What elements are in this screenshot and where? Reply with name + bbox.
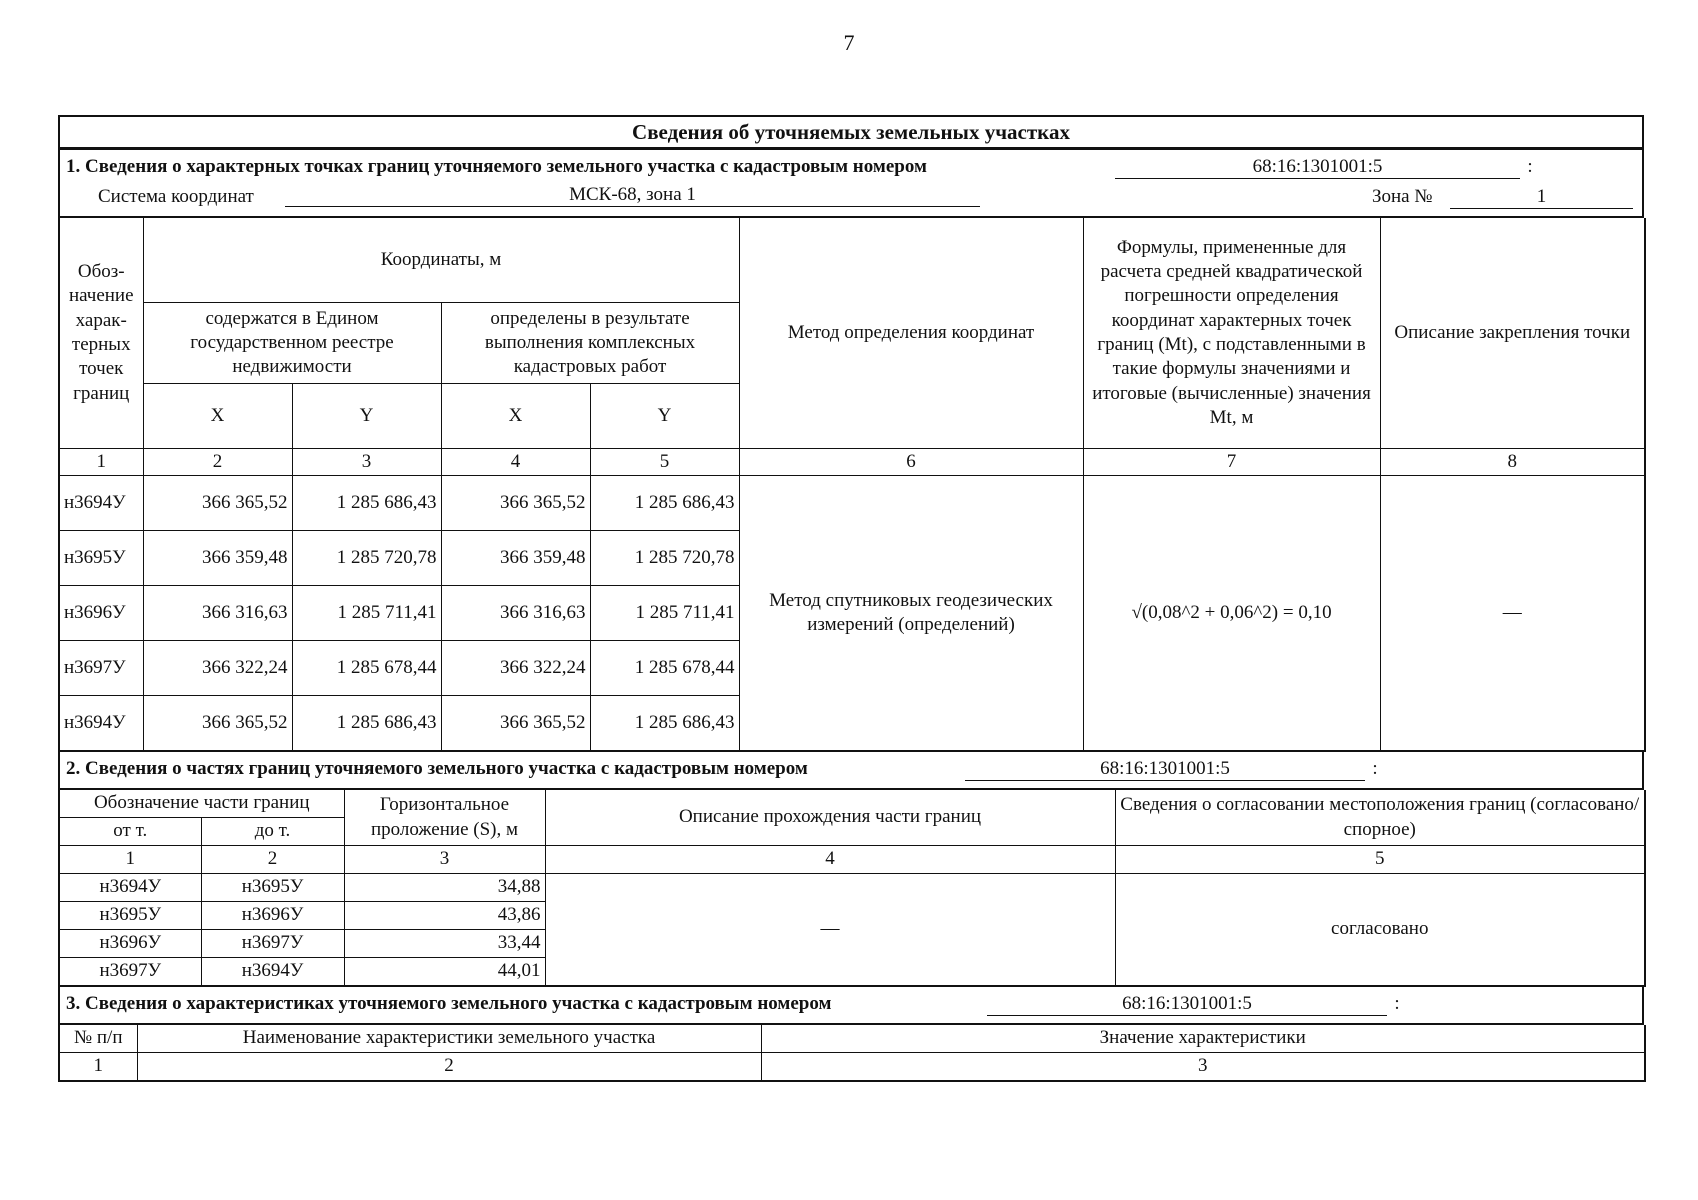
y-complex-value: 1 285 686,43 xyxy=(590,476,739,531)
column-number: 4 xyxy=(441,449,590,476)
header-horizontal: Горизонтальное проложение (S), м xyxy=(344,790,545,846)
to-point: н3697У xyxy=(201,930,344,958)
x-egrn-value: 366 359,48 xyxy=(143,531,292,586)
header-egrn: содержатся в Едином государственном реестре недвижимости xyxy=(143,303,441,384)
x-egrn-value: 366 322,24 xyxy=(143,641,292,696)
column-number: 5 xyxy=(1115,846,1645,874)
header-y-complex: Y xyxy=(590,384,739,449)
column-number: 8 xyxy=(1380,449,1645,476)
y-complex-value: 1 285 686,43 xyxy=(590,696,739,752)
formula-value: √(0,08^2 + 0,06^2) = 0,10 xyxy=(1083,476,1380,752)
column-number: 6 xyxy=(739,449,1083,476)
x-egrn-value: 366 365,52 xyxy=(143,476,292,531)
passage-value: — xyxy=(545,874,1115,987)
x-egrn-value: 366 316,63 xyxy=(143,586,292,641)
column-number: 4 xyxy=(545,846,1115,874)
y-egrn-value: 1 285 686,43 xyxy=(292,696,441,752)
table-row xyxy=(59,476,1645,531)
column-number: 7 xyxy=(1083,449,1380,476)
column-number: 3 xyxy=(344,846,545,874)
from-point: н3695У xyxy=(59,902,201,930)
from-point: н3696У xyxy=(59,930,201,958)
y-complex-value: 1 285 720,78 xyxy=(590,531,739,586)
y-egrn-value: 1 285 720,78 xyxy=(292,531,441,586)
horizontal-value: 33,44 xyxy=(344,930,545,958)
section3-characteristics-table xyxy=(58,1025,1646,1082)
coord-system-label: Система координат xyxy=(98,186,254,207)
y-egrn-value: 1 285 711,41 xyxy=(292,586,441,641)
column-number: 2 xyxy=(201,846,344,874)
point-name: н3694У xyxy=(59,476,143,531)
header-passage: Описание прохождения части границ xyxy=(545,790,1115,846)
header-x-egrn: X xyxy=(143,384,292,449)
point-name: н3697У xyxy=(59,641,143,696)
header-method: Метод определения координат xyxy=(739,218,1083,449)
page-number: 7 xyxy=(843,30,855,55)
to-point: н3696У xyxy=(201,902,344,930)
column-number: 2 xyxy=(137,1053,761,1082)
section2-borders-table xyxy=(58,790,1646,987)
horizontal-value: 43,86 xyxy=(344,902,545,930)
column-number: 1 xyxy=(59,449,143,476)
title-table xyxy=(58,115,1644,150)
section1-colon: : xyxy=(1527,156,1533,177)
column-number: 3 xyxy=(292,449,441,476)
y-egrn-value: 1 285 678,44 xyxy=(292,641,441,696)
header-to: до т. xyxy=(201,818,344,846)
header-part-designation: Обозначение части границ xyxy=(59,790,344,818)
agreement-value: согласовано xyxy=(1115,874,1645,987)
section3-colon: : xyxy=(1394,993,1400,1014)
header-description: Описание закрепления точки xyxy=(1380,218,1645,449)
section3-cadastral-number: 68:16:1301001:5 xyxy=(987,993,1387,1016)
x-complex-value: 366 365,52 xyxy=(441,696,590,752)
point-name: н3695У xyxy=(59,531,143,586)
section3-heading: 3. Сведения о характеристиках уточняемого земельного участка с кадастровым номером xyxy=(66,993,832,1014)
table-row xyxy=(59,874,1645,902)
header-designation: Обоз-начение харак-терных точек границ xyxy=(59,218,143,449)
column-number: 3 xyxy=(761,1053,1645,1082)
section3-header xyxy=(58,987,1644,1025)
header-no: № п/п xyxy=(59,1025,137,1053)
header-complex: определены в результате выполнения комплексных кадастровых работ xyxy=(441,303,739,384)
header-from: от т. xyxy=(59,818,201,846)
header-name: Наименование характеристики земельного участка xyxy=(137,1025,761,1053)
horizontal-value: 34,88 xyxy=(344,874,545,902)
section2-colon: : xyxy=(1372,758,1378,779)
header-value: Значение характеристики xyxy=(761,1025,1645,1053)
y-egrn-value: 1 285 686,43 xyxy=(292,476,441,531)
document-form xyxy=(58,115,1644,1082)
coord-system-value: МСК-68, зона 1 xyxy=(285,184,980,207)
x-complex-value: 366 322,24 xyxy=(441,641,590,696)
to-point: н3694У xyxy=(201,958,344,987)
to-point: н3695У xyxy=(201,874,344,902)
section1-heading: 1. Сведения о характерных точках границ уточняемого земельного участка с кадастровым номером xyxy=(66,156,927,177)
document-title: Сведения об уточняемых земельных участках xyxy=(59,116,1643,149)
section2-header xyxy=(58,752,1644,790)
x-egrn-value: 366 365,52 xyxy=(143,696,292,752)
header-x-complex: X xyxy=(441,384,590,449)
header-y-egrn: Y xyxy=(292,384,441,449)
x-complex-value: 366 359,48 xyxy=(441,531,590,586)
column-number: 1 xyxy=(59,1053,137,1082)
section1-header xyxy=(58,150,1644,218)
section2-heading: 2. Сведения о частях границ уточняемого земельного участка с кадастровым номером xyxy=(66,758,808,779)
method-value: Метод спутниковых геодезических измерений (определений) xyxy=(739,476,1083,752)
section1-points-table xyxy=(58,218,1646,752)
header-formulas: Формулы, примененные для расчета средней квадратической погрешности определения координат характерных точек границ (Mt), с подставленными в такие формулы значениями и итоговые (вычисленные) значения Mt, м xyxy=(1083,218,1380,449)
from-point: н3697У xyxy=(59,958,201,987)
column-number: 5 xyxy=(590,449,739,476)
y-complex-value: 1 285 678,44 xyxy=(590,641,739,696)
horizontal-value: 44,01 xyxy=(344,958,545,987)
point-name: н3696У xyxy=(59,586,143,641)
section1-cadastral-number: 68:16:1301001:5 xyxy=(1115,156,1520,179)
zone-label: Зона № xyxy=(1372,186,1433,207)
header-agreement: Сведения о согласовании местоположения границ (согласовано/спорное) xyxy=(1115,790,1645,846)
zone-value: 1 xyxy=(1450,186,1633,209)
column-number: 1 xyxy=(59,846,201,874)
column-number: 2 xyxy=(143,449,292,476)
y-complex-value: 1 285 711,41 xyxy=(590,586,739,641)
from-point: н3694У xyxy=(59,874,201,902)
x-complex-value: 366 365,52 xyxy=(441,476,590,531)
header-coordinates: Координаты, м xyxy=(143,218,739,303)
x-complex-value: 366 316,63 xyxy=(441,586,590,641)
point-name: н3694У xyxy=(59,696,143,752)
description-value: — xyxy=(1380,476,1645,752)
section2-cadastral-number: 68:16:1301001:5 xyxy=(965,758,1365,781)
